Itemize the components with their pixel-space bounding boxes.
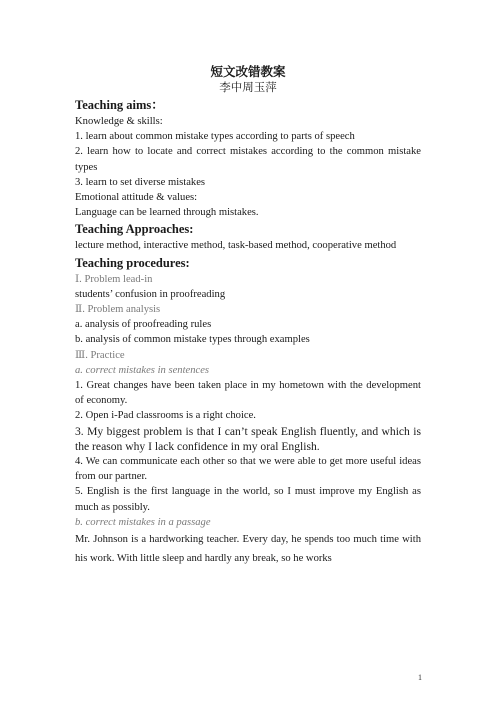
procedures-heading: Teaching procedures:: [75, 255, 190, 270]
document-page: [75, 60, 421, 568]
document-title: 短文改错教案: [210, 64, 286, 79]
practice-b-label: b. correct mistakes in a passage: [75, 516, 211, 528]
sentence-item: 2. Open i-Pad classrooms is a right choice.: [75, 410, 256, 422]
aims-heading: Teaching aims：: [75, 98, 164, 112]
sentence-item: 5. English is the first language in the world, so I must improve my English as much as possibly.: [75, 486, 421, 513]
step2-item: a. analysis of proofreading rules: [75, 319, 212, 331]
knowledge-item: 2. learn how to locate and correct mistakes according to the common mistake types: [75, 146, 421, 173]
step2-label: Ⅱ. Problem analysis: [75, 304, 161, 316]
step2-item: b. analysis of common mistake types through examples: [75, 334, 310, 346]
knowledge-label: Knowledge & skills:: [75, 116, 163, 127]
passage-text: Mr. Johnson is a hardworking teacher. Every day, he spends too much time with his work. With little sleep and hardly any break, so he works: [75, 534, 421, 565]
approaches-text: lecture method, interactive method, task-based method, cooperative method: [75, 240, 397, 252]
knowledge-item: 1. learn about common mistake types according to parts of speech: [75, 131, 355, 143]
author-line: 李中周玉萍: [219, 80, 277, 94]
practice-a-label: a. correct mistakes in sentences: [75, 364, 210, 376]
knowledge-item: 3. learn to set diverse mistakes: [75, 176, 206, 188]
step1-label: Ⅰ. Problem lead-in: [75, 273, 153, 285]
approaches-heading: Teaching Approaches:: [75, 222, 194, 237]
emotional-label: Emotional attitude & values:: [75, 192, 198, 204]
page-number: 1: [418, 673, 422, 682]
step1-text: students’ confusion in proofreading: [75, 288, 226, 300]
step3-label: Ⅲ. Practice: [75, 349, 125, 361]
sentence-item: 1. Great changes have been taken place in my hometown with the development of economy.: [75, 380, 421, 407]
sentence-item: 3. My biggest problem is that I can’t speak English fluently, and which is the reason why I lack confidence in my oral English.: [75, 424, 421, 453]
sentence-item: 4. We can communicate each other so that we were able to get more useful ideas from our partner.: [75, 456, 421, 483]
emotional-text: Language can be learned through mistakes.: [75, 207, 259, 219]
